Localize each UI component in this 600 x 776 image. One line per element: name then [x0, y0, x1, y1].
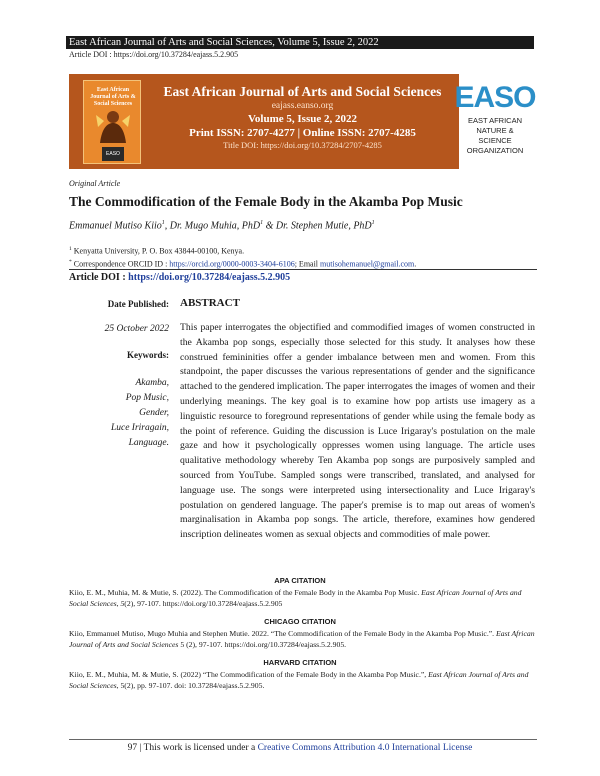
journal-cover-image [83, 80, 141, 164]
keyword-item: Luce Iriragain, [110, 423, 169, 433]
orcid-link[interactable]: https://orcid.org/0000-0003-3404-6106 [169, 259, 295, 269]
keyword-item: Gender, [139, 408, 169, 418]
easo-logo-text: EASO [454, 81, 536, 114]
apa-citation-heading: APA CITATION [274, 576, 326, 585]
author-name: , Dr. Mugo Muhia, PhD [164, 220, 261, 232]
affiliation-line [69, 244, 416, 257]
footer-divider [69, 739, 537, 740]
header-article-doi: Article DOI : https://doi.org/10.37284/eajass.5.2.905 [69, 50, 239, 59]
article-doi-label: Article DOI : [69, 272, 129, 283]
easo-logo [454, 80, 536, 114]
author-affiliation-mark: 1 [371, 220, 375, 226]
citation-journal: East African Journal of Arts and Social Sciences [69, 588, 522, 608]
citation-journal: East African Journal of Arts and Social Sciences [69, 629, 535, 649]
author-affiliation-mark: 1 [260, 220, 264, 226]
citation-volume: 5 [120, 599, 125, 608]
journal-name: East African Journal of Arts and Social Sciences [163, 84, 442, 99]
citation-journal: East African Journal of Arts and Social Sciences [69, 670, 529, 690]
chicago-citation-heading: CHICAGO CITATION [264, 617, 336, 626]
paper-title: The Commodification of the Female Body in the Akamba Pop Music [69, 194, 463, 209]
citation-text: , [116, 599, 121, 608]
abstract-text: This paper interrogates the objectified and commodified images of women constructed in the Akamba pop songs, especially those selected for this study. It analyses how these construed femininities offer a gender imbalance between men and women. From this standpoint, the paper discusses the various representations of gender and the significance attached to the gendered implication. The paper interrogates the images of women and their underlying meanings. The key goal is to examine how pop artists use imagery as a linguistic resource to foreground representations of gender while using the female body as the point of reference. Guiding the discussion is Luce Irigaray's postulation on the male gaze and how it psychologically oppresses women using language. The article uses qualitative methodology whereby Ten Akamba pop songs are purposively sampled and sourced from YouTube. Sampled songs were transcribed, translated, and analysed for language use. The songs were interpreted using intersectionality and Luce Irigaray's postulation on gendered language. The paper's premise is to map out areas of women's marginalisation in Akamba pop songs. The article, therefore, examines how gendered inscription delineates women as sexual objects and commodities of male power. [180, 322, 535, 541]
journal-volume: Volume 5, Issue 2, 2022 [248, 113, 357, 125]
page-number: 97 [127, 743, 138, 753]
email-link[interactable]: mutisohemanuel@gmail.com [320, 259, 415, 269]
correspondence-label: Correspondence ORCID ID : [71, 259, 170, 269]
harvard-citation-heading: HARVARD CITATION [263, 658, 337, 667]
author-list [69, 220, 375, 231]
harvard-citation [69, 669, 537, 691]
banner-text [150, 84, 455, 151]
running-title-bar [66, 36, 534, 49]
page-footer [0, 743, 600, 753]
running-title: East African Journal of Arts and Social Sciences, Volume 5, Issue 2, 2022 [69, 37, 379, 48]
citation-text: (2), 97-107. https://doi.org/10.37284/eajass.5.2.905 [124, 599, 283, 608]
keywords-label: Keywords: [127, 350, 169, 360]
keyword-item: Akamba, [135, 378, 169, 388]
affiliation-mark: 1 [69, 246, 72, 252]
correspondence-line [69, 257, 416, 270]
journal-website[interactable]: eajass.eanso.org [271, 101, 334, 111]
chicago-citation [69, 628, 537, 650]
citation-text: Kiio, E. M., Muhia, M. & Mutie, S. (2022). The Commodification of the Female Body in the Akamba Pop Music. [69, 588, 422, 597]
divider [69, 269, 537, 270]
citation-text: Kiio, E. M., Muhia, M. & Mutie, S. (2022) “The Commodification of the Female Body in the Akamba Pop Music.”, [69, 670, 429, 679]
correspondence-mark: * [69, 258, 72, 265]
organization-name: EAST AFRICAN NATURE & SCIENCE ORGANIZATION [466, 116, 524, 155]
affiliations [69, 244, 416, 269]
keyword-list [111, 376, 169, 451]
author-affiliation-mark: 1 [161, 220, 165, 226]
citation-text: Kiio, Emmanuel Mutiso, Mugo Muhia and Stephen Mutie. 2022. “The Commodification of the Female Body in the Akamba Pop Music.”. [69, 629, 497, 638]
license-text: | This work is licensed under a [137, 743, 258, 753]
author-name: Emmanuel Mutiso Kiio [69, 220, 162, 232]
abstract-heading: ABSTRACT [180, 297, 240, 309]
cover-title: East African Journal of Arts & Social Sciences [90, 87, 136, 107]
date-published-label: Date Published: [107, 299, 169, 309]
journal-issn: Print ISSN: 2707-4277 | Online ISSN: 2707-4285 [189, 127, 416, 139]
affiliation-text: Kenyatta University, P. O. Box 43844-00100, Kenya. [71, 246, 245, 256]
cover-logo: EASO [102, 147, 124, 161]
email-label: ; Email [294, 259, 321, 269]
journal-title-doi: Title DOI: https://doi.org/10.37284/2707-4285 [223, 140, 382, 150]
author-name: & Dr. Stephen Mutie, PhD [263, 220, 372, 232]
keyword-item: Pop Music, [125, 393, 169, 403]
cover-artwork [94, 107, 132, 143]
article-type: Original Article [69, 179, 121, 188]
citation-text: , 5(2), pp. 97-107. doi: 10.37284/eajass.5.2.905. [116, 681, 265, 690]
date-published-value: 25 October 2022 [104, 324, 169, 334]
citation-text: 5 (2), 97-107. https://doi.org/10.37284/eajass.5.2.905. [178, 640, 347, 649]
article-doi-link[interactable]: https://doi.org/10.37284/eajass.5.2.905 [128, 272, 291, 283]
email-suffix: . [414, 259, 417, 269]
apa-citation [69, 587, 537, 609]
keyword-item: Language. [128, 438, 169, 448]
article-doi [69, 272, 290, 283]
license-link[interactable]: Creative Commons Attribution 4.0 International License [257, 743, 473, 753]
